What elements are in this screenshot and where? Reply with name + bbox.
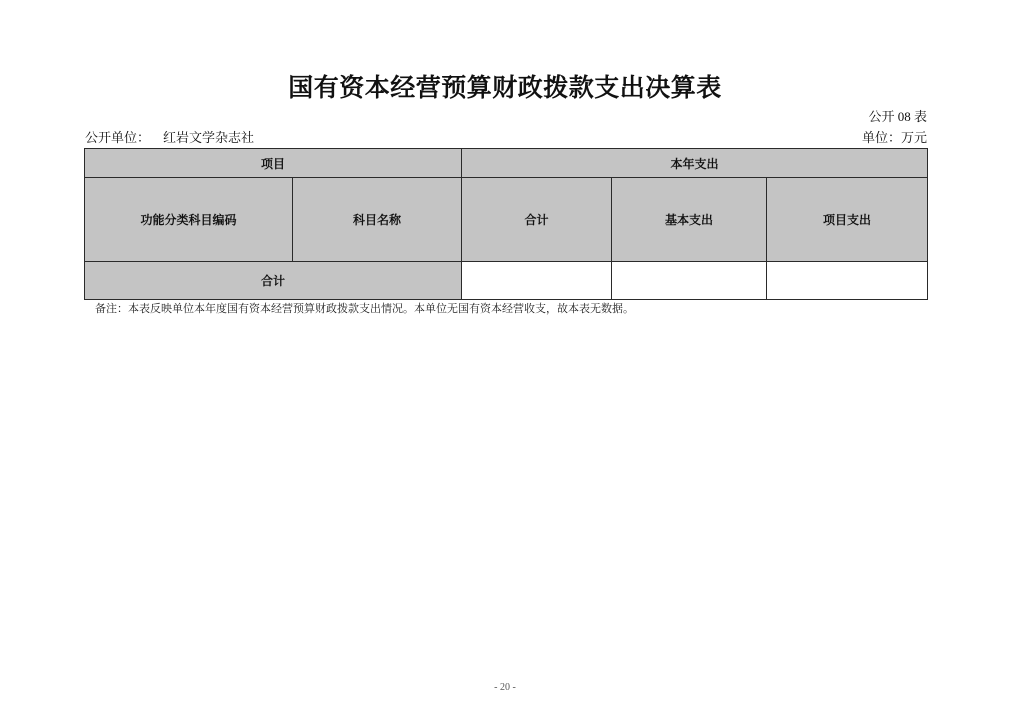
table-note: 备注：本表反映单位本年度国有资本经营预算财政拨款支出情况。本单位无国有资本经营收支，故本表无数据。 <box>95 303 634 315</box>
total-row-label: 合计 <box>85 262 462 300</box>
header-basic-expense: 基本支出 <box>612 178 767 262</box>
header-total: 合计 <box>462 178 612 262</box>
budget-table <box>84 148 928 300</box>
table-code: 公开 08 表 <box>868 109 927 124</box>
org-name: 红岩文学杂志社 <box>163 130 255 145</box>
project-expense-value-cell <box>767 262 928 300</box>
org-label: 公开单位： <box>85 130 151 145</box>
header-current-year-expense: 本年支出 <box>462 149 928 178</box>
basic-expense-value-cell <box>612 262 767 300</box>
total-value-cell <box>462 262 612 300</box>
header-project-expense: 项目支出 <box>767 178 928 262</box>
header-subject-name: 科目名称 <box>293 178 462 262</box>
page-number: - 20 - <box>494 682 516 693</box>
header-row-2 <box>85 178 928 262</box>
total-row <box>85 262 928 300</box>
document-title: 国有资本经营预算财政拨款支出决算表 <box>288 73 722 102</box>
header-item: 项目 <box>85 149 462 178</box>
header-row-1 <box>85 149 928 178</box>
currency-unit: 单位：万元 <box>861 130 927 145</box>
header-function-code: 功能分类科目编码 <box>85 178 293 262</box>
